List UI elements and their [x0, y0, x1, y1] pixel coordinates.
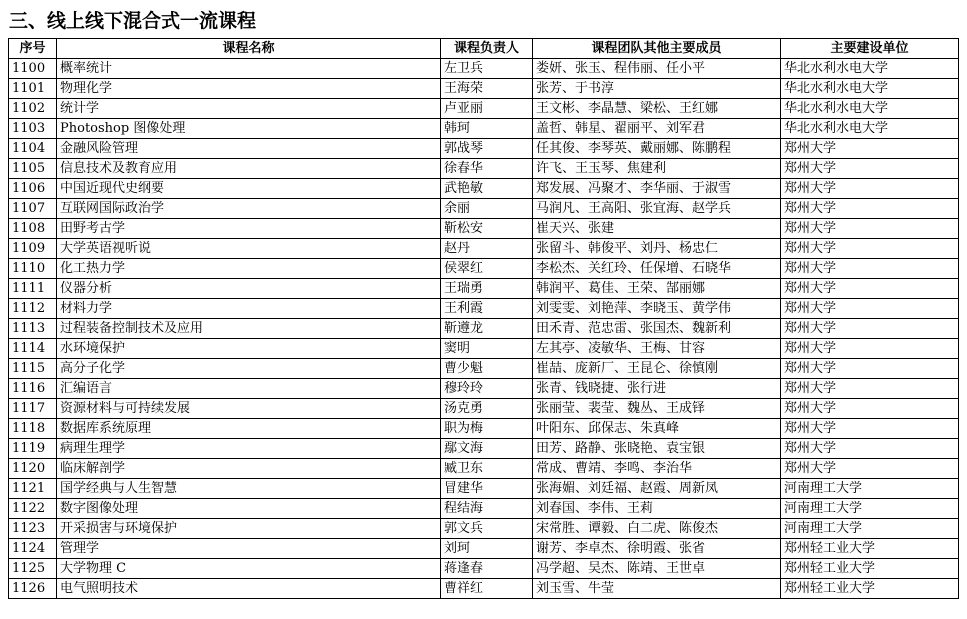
cell-no: 1122 [9, 499, 57, 519]
cell-unit: 郑州大学 [781, 139, 959, 159]
cell-course-name: 材料力学 [57, 299, 441, 319]
table-row [9, 539, 959, 559]
table-row [9, 319, 959, 339]
cell-lead: 王利霞 [441, 299, 533, 319]
cell-lead: 王瑞勇 [441, 279, 533, 299]
cell-team: 张青、钱晓捷、张行进 [533, 379, 781, 399]
cell-course-name: 互联网国际政治学 [57, 199, 441, 219]
table-row [9, 379, 959, 399]
cell-lead: 韩珂 [441, 119, 533, 139]
table-row [9, 99, 959, 119]
cell-course-name: 临床解剖学 [57, 459, 441, 479]
cell-lead: 侯翠红 [441, 259, 533, 279]
cell-lead: 曹祥红 [441, 579, 533, 599]
cell-lead: 臧卫东 [441, 459, 533, 479]
table-row [9, 159, 959, 179]
cell-course-name: 数字图像处理 [57, 499, 441, 519]
table-row [9, 79, 959, 99]
cell-no: 1109 [9, 239, 57, 259]
cell-team: 叶阳东、邱保志、朱真峰 [533, 419, 781, 439]
cell-no: 1118 [9, 419, 57, 439]
cell-course-name: 田野考古学 [57, 219, 441, 239]
table-row [9, 279, 959, 299]
cell-course-name: 高分子化学 [57, 359, 441, 379]
cell-team: 常成、曹靖、李鸣、李治华 [533, 459, 781, 479]
cell-team: 马润凡、王高阳、张宜海、赵学兵 [533, 199, 781, 219]
cell-team: 张海媚、刘廷福、赵霞、周新凤 [533, 479, 781, 499]
cell-no: 1102 [9, 99, 57, 119]
cell-no: 1120 [9, 459, 57, 479]
table-row [9, 259, 959, 279]
cell-team: 崔喆、庞新厂、王昆仑、徐慎刚 [533, 359, 781, 379]
table-row [9, 359, 959, 379]
table-row [9, 199, 959, 219]
cell-course-name: 过程装备控制技术及应用 [57, 319, 441, 339]
table-row [9, 479, 959, 499]
cell-unit: 郑州大学 [781, 259, 959, 279]
cell-lead: 武艳敏 [441, 179, 533, 199]
cell-unit: 郑州轻工业大学 [781, 559, 959, 579]
cell-course-name: 国学经典与人生智慧 [57, 479, 441, 499]
table-row [9, 119, 959, 139]
cell-lead: 赵丹 [441, 239, 533, 259]
cell-lead: 左卫兵 [441, 59, 533, 79]
table-row [9, 459, 959, 479]
cell-unit: 郑州大学 [781, 319, 959, 339]
cell-unit: 华北水利水电大学 [781, 59, 959, 79]
cell-no: 1117 [9, 399, 57, 419]
cell-team: 刘玉雪、牛莹 [533, 579, 781, 599]
column-header-name: 课程名称 [57, 39, 441, 59]
cell-course-name: 大学英语视听说 [57, 239, 441, 259]
cell-course-name: 信息技术及教育应用 [57, 159, 441, 179]
cell-course-name: 汇编语言 [57, 379, 441, 399]
cell-team: 宋常胜、谭毅、白二虎、陈俊杰 [533, 519, 781, 539]
table-row [9, 139, 959, 159]
cell-unit: 郑州轻工业大学 [781, 579, 959, 599]
cell-course-name: 物理化学 [57, 79, 441, 99]
cell-unit: 郑州大学 [781, 379, 959, 399]
cell-course-name: 中国近现代史纲要 [57, 179, 441, 199]
cell-team: 田芳、路静、张晓艳、袁宝银 [533, 439, 781, 459]
column-header-unit: 主要建设单位 [781, 39, 959, 59]
cell-team: 张芳、于书淳 [533, 79, 781, 99]
cell-team: 娄妍、张玉、程伟丽、任小平 [533, 59, 781, 79]
cell-lead: 穆玲玲 [441, 379, 533, 399]
cell-no: 1105 [9, 159, 57, 179]
cell-no: 1124 [9, 539, 57, 559]
cell-unit: 郑州轻工业大学 [781, 539, 959, 559]
cell-team: 王文彬、李晶慧、梁松、王红娜 [533, 99, 781, 119]
cell-no: 1104 [9, 139, 57, 159]
cell-course-name: 电气照明技术 [57, 579, 441, 599]
cell-team: 冯学超、吴杰、陈靖、王世卓 [533, 559, 781, 579]
cell-course-name: 数据库系统原理 [57, 419, 441, 439]
section-heading: 三、线上线下混合式一流课程 [9, 10, 257, 32]
cell-no: 1100 [9, 59, 57, 79]
cell-team: 盖哲、韩星、翟丽平、刘军君 [533, 119, 781, 139]
cell-lead: 窦明 [441, 339, 533, 359]
cell-no: 1113 [9, 319, 57, 339]
cell-unit: 郑州大学 [781, 399, 959, 419]
cell-team: 田禾青、范忠雷、张国杰、魏新利 [533, 319, 781, 339]
cell-lead: 靳松安 [441, 219, 533, 239]
table-row [9, 519, 959, 539]
table-row [9, 339, 959, 359]
cell-unit: 郑州大学 [781, 279, 959, 299]
cell-no: 1121 [9, 479, 57, 499]
cell-no: 1108 [9, 219, 57, 239]
table-row [9, 439, 959, 459]
column-header-team: 课程团队其他主要成员 [533, 39, 781, 59]
cell-lead: 冒建华 [441, 479, 533, 499]
cell-team: 郑发展、冯聚才、李华丽、于淑雪 [533, 179, 781, 199]
cell-course-name: Photoshop 图像处理 [57, 119, 441, 139]
cell-lead: 王海荣 [441, 79, 533, 99]
cell-unit: 郑州大学 [781, 359, 959, 379]
cell-no: 1112 [9, 299, 57, 319]
cell-lead: 徐春华 [441, 159, 533, 179]
column-header-no: 序号 [9, 39, 57, 59]
cell-team: 李松杰、关红玲、任保增、石晓华 [533, 259, 781, 279]
cell-no: 1116 [9, 379, 57, 399]
cell-course-name: 化工热力学 [57, 259, 441, 279]
table-row [9, 559, 959, 579]
cell-course-name: 管理学 [57, 539, 441, 559]
cell-unit: 河南理工大学 [781, 499, 959, 519]
cell-lead: 蒋逢春 [441, 559, 533, 579]
cell-team: 谢芳、李卓杰、徐明霞、张省 [533, 539, 781, 559]
cell-team: 刘雯雯、刘艳萍、李晓玉、黄学伟 [533, 299, 781, 319]
column-header-lead: 课程负责人 [441, 39, 533, 59]
cell-team: 崔天兴、张建 [533, 219, 781, 239]
cell-no: 1103 [9, 119, 57, 139]
table-row [9, 299, 959, 319]
cell-unit: 郑州大学 [781, 219, 959, 239]
table-row [9, 219, 959, 239]
cell-lead: 曹少魁 [441, 359, 533, 379]
cell-lead: 卢亚丽 [441, 99, 533, 119]
cell-unit: 河南理工大学 [781, 519, 959, 539]
cell-unit: 郑州大学 [781, 339, 959, 359]
table-row [9, 59, 959, 79]
cell-lead: 职为梅 [441, 419, 533, 439]
cell-course-name: 大学物理 C [57, 559, 441, 579]
table-row [9, 499, 959, 519]
table-row [9, 239, 959, 259]
cell-no: 1106 [9, 179, 57, 199]
cell-no: 1114 [9, 339, 57, 359]
cell-no: 1119 [9, 439, 57, 459]
cell-course-name: 金融风险管理 [57, 139, 441, 159]
cell-course-name: 病理生理学 [57, 439, 441, 459]
cell-course-name: 水环境保护 [57, 339, 441, 359]
cell-team: 许飞、王玉琴、焦建利 [533, 159, 781, 179]
cell-no: 1125 [9, 559, 57, 579]
table-header-row [9, 39, 959, 59]
cell-team: 张丽莹、裴莹、魏丛、王成铎 [533, 399, 781, 419]
cell-unit: 郑州大学 [781, 199, 959, 219]
cell-team: 左其亭、凌敏华、王梅、甘容 [533, 339, 781, 359]
cell-unit: 郑州大学 [781, 419, 959, 439]
cell-lead: 郭战琴 [441, 139, 533, 159]
cell-no: 1111 [9, 279, 57, 299]
course-table [8, 38, 959, 599]
cell-course-name: 概率统计 [57, 59, 441, 79]
cell-unit: 郑州大学 [781, 459, 959, 479]
cell-lead: 汤克勇 [441, 399, 533, 419]
cell-no: 1115 [9, 359, 57, 379]
cell-lead: 郭文兵 [441, 519, 533, 539]
table-row [9, 179, 959, 199]
cell-unit: 河南理工大学 [781, 479, 959, 499]
cell-lead: 鄢文海 [441, 439, 533, 459]
cell-unit: 郑州大学 [781, 159, 959, 179]
cell-unit: 华北水利水电大学 [781, 99, 959, 119]
cell-team: 张留斗、韩俊平、刘丹、杨忠仁 [533, 239, 781, 259]
cell-team: 刘春国、李伟、王莉 [533, 499, 781, 519]
cell-no: 1126 [9, 579, 57, 599]
cell-unit: 华北水利水电大学 [781, 79, 959, 99]
cell-lead: 靳遵龙 [441, 319, 533, 339]
cell-lead: 余丽 [441, 199, 533, 219]
cell-course-name: 仪器分析 [57, 279, 441, 299]
cell-no: 1101 [9, 79, 57, 99]
cell-course-name: 开采损害与环境保护 [57, 519, 441, 539]
cell-course-name: 资源材料与可持续发展 [57, 399, 441, 419]
cell-team: 任其俊、李琴英、戴丽娜、陈鹏程 [533, 139, 781, 159]
cell-no: 1110 [9, 259, 57, 279]
cell-unit: 华北水利水电大学 [781, 119, 959, 139]
cell-unit: 郑州大学 [781, 439, 959, 459]
cell-team: 韩润平、葛佳、王荣、郜丽娜 [533, 279, 781, 299]
cell-lead: 刘珂 [441, 539, 533, 559]
cell-lead: 程结海 [441, 499, 533, 519]
cell-unit: 郑州大学 [781, 179, 959, 199]
table-row [9, 579, 959, 599]
cell-no: 1107 [9, 199, 57, 219]
table-row [9, 399, 959, 419]
cell-unit: 郑州大学 [781, 239, 959, 259]
cell-unit: 郑州大学 [781, 299, 959, 319]
table-row [9, 419, 959, 439]
cell-course-name: 统计学 [57, 99, 441, 119]
cell-no: 1123 [9, 519, 57, 539]
